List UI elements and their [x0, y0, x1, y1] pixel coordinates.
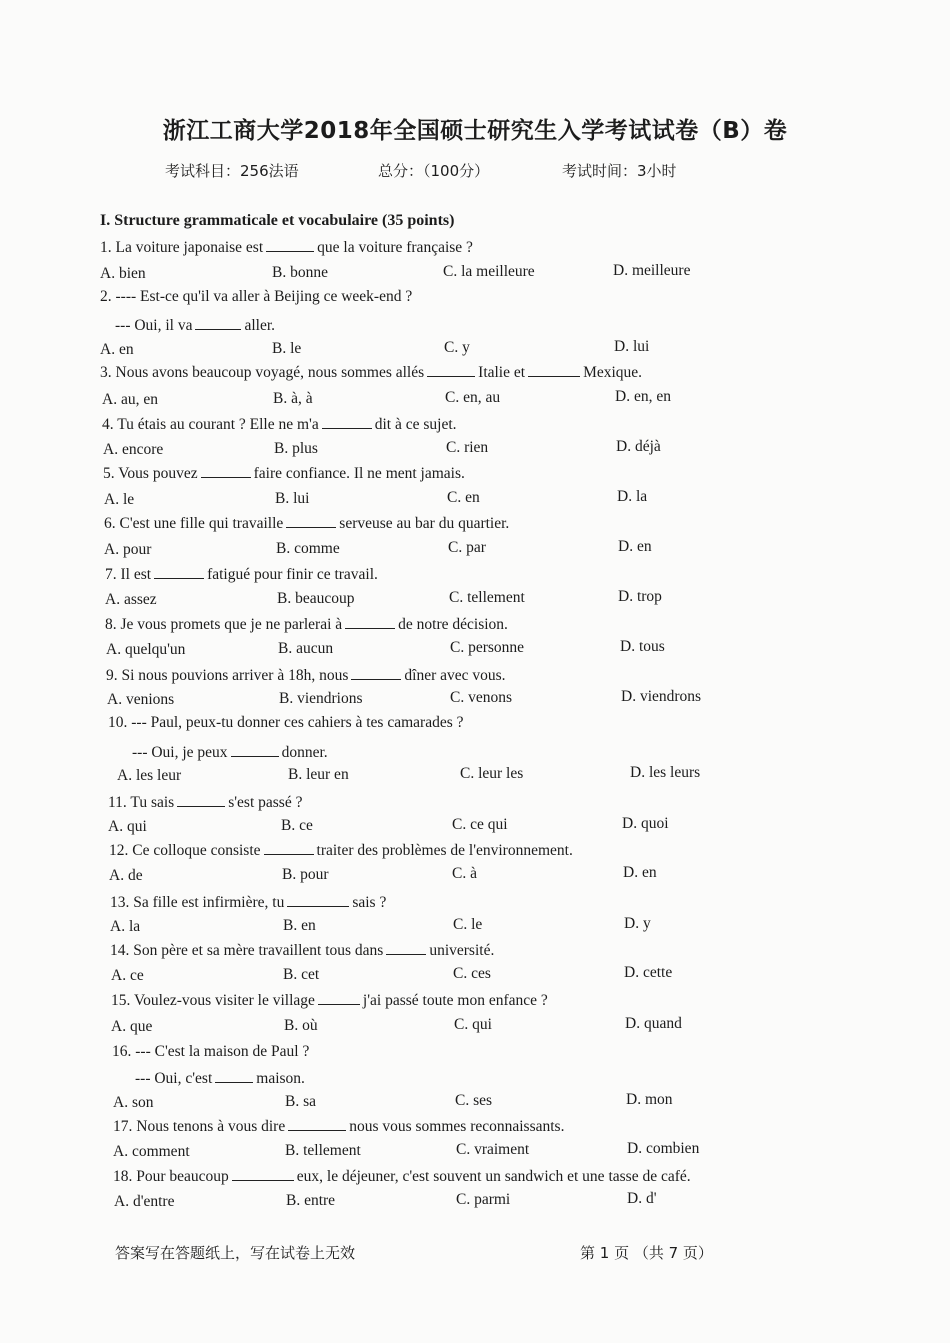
- question-7-option-d: D. trop: [618, 588, 662, 605]
- question-9-option-b: B. viendrions: [279, 690, 363, 707]
- question-2-option-a: A. en: [100, 341, 134, 358]
- answer-blank: [345, 614, 395, 629]
- question-15-option-a: A. que: [111, 1018, 153, 1035]
- question-text: université.: [429, 942, 495, 959]
- section-title: I. Structure grammaticale et vocabulaire (35 points): [100, 212, 455, 229]
- exam-total-score: 总分：（100分）: [378, 162, 490, 180]
- question-8-option-c: C. personne: [450, 639, 525, 656]
- question-text: nous vous sommes reconnaissants.: [349, 1118, 565, 1135]
- question-18: [113, 1166, 691, 1186]
- question-text: serveuse au bar du quartier.: [339, 515, 510, 532]
- question-15: [111, 990, 548, 1010]
- question-2-option-c: C. y: [444, 339, 470, 356]
- question-16-reply: [135, 1068, 305, 1088]
- question-text: traiter des problèmes de l'environnement.: [316, 842, 573, 859]
- question-5-option-a: A. le: [104, 491, 135, 508]
- question-4-option-c: C. rien: [446, 439, 489, 456]
- question-16-option-d: D. mon: [626, 1091, 673, 1108]
- question-text: 18. Pour beaucoup: [113, 1168, 229, 1185]
- answer-blank: [288, 1116, 346, 1131]
- answer-blank: [322, 414, 372, 429]
- question-text: aller.: [244, 317, 276, 334]
- question-14-option-b: B. cet: [283, 966, 320, 983]
- answer-blank: [286, 513, 336, 528]
- question-text: 14. Son père et sa mère travaillent tous dans: [110, 942, 384, 959]
- question-11-option-b: B. ce: [281, 817, 313, 834]
- question-15-option-b: B. où: [284, 1017, 318, 1034]
- question-text: fatigué pour finir ce travail.: [207, 566, 378, 583]
- question-text: 9. Si nous pouvions arriver à 18h, nous: [106, 667, 349, 684]
- question-14-option-a: A. ce: [111, 967, 144, 984]
- question-3-option-d: D. en, en: [615, 388, 671, 405]
- exam-title: 浙江工商大学2018年全国硕士研究生入学考试试卷（B）卷: [162, 118, 788, 144]
- question-13-option-d: D. y: [624, 915, 651, 932]
- question-7-option-a: A. assez: [105, 591, 157, 608]
- question-4-option-b: B. plus: [274, 440, 318, 457]
- answer-blank: [287, 892, 349, 907]
- answer-blank: [201, 463, 251, 478]
- answer-blank: [318, 990, 360, 1005]
- question-2-reply: [115, 315, 275, 335]
- question-15-option-d: D. quand: [625, 1015, 682, 1032]
- question-text: de notre décision.: [398, 616, 508, 633]
- question-text: 17. Nous tenons à vous dire: [113, 1118, 286, 1135]
- question-1-option-c: C. la meilleure: [443, 263, 535, 280]
- question-text: 15. Voulez-vous visiter le village: [111, 992, 315, 1009]
- question-text: dîner avec vous.: [404, 667, 506, 684]
- answer-blank: [528, 362, 580, 377]
- question-17-option-c: C. vraiment: [456, 1141, 530, 1158]
- question-16-option-a: A. son: [113, 1094, 154, 1111]
- question-10-option-d: D. les leurs: [630, 764, 701, 781]
- answer-blank: [386, 940, 426, 955]
- question-text: Italie et: [478, 364, 526, 381]
- question-14-option-c: C. ces: [453, 965, 491, 982]
- question-18-option-c: C. parmi: [456, 1191, 511, 1208]
- question-17: [113, 1116, 564, 1136]
- question-1-option-b: B. bonne: [272, 264, 328, 281]
- question-11-option-d: D. quoi: [622, 815, 669, 832]
- question-14-option-d: D. cette: [624, 964, 673, 981]
- question-6-option-a: A. pour: [104, 541, 152, 558]
- question-9-option-c: C. venons: [450, 689, 512, 706]
- question-text: 6. C'est une fille qui travaille: [104, 515, 284, 532]
- question-text: sais ?: [352, 894, 387, 911]
- question-13-option-b: B. en: [283, 917, 316, 934]
- answer-blank: [427, 362, 475, 377]
- question-text: 11. Tu sais: [108, 794, 175, 811]
- footer-note: 答案写在答题纸上，写在试卷上无效: [115, 1244, 356, 1262]
- question-8-option-b: B. aucun: [278, 640, 334, 657]
- question-3: [100, 362, 642, 382]
- question-7-option-b: B. beaucoup: [277, 590, 355, 607]
- question-4: [102, 414, 457, 434]
- question-12-option-c: C. à: [452, 865, 477, 882]
- question-9-option-a: A. venions: [107, 691, 175, 708]
- question-2: [100, 288, 412, 306]
- question-11: [108, 792, 302, 812]
- question-14: [110, 940, 494, 960]
- question-text: 5. Vous pouvez: [103, 465, 198, 482]
- question-9-option-d: D. viendrons: [621, 688, 702, 705]
- question-text: 7. Il est: [105, 566, 152, 583]
- question-text: donner.: [281, 744, 328, 761]
- question-11-option-a: A. qui: [108, 818, 147, 835]
- question-7-option-c: C. tellement: [449, 589, 525, 606]
- question-1-option-a: A. bien: [100, 265, 146, 282]
- question-13: [110, 892, 386, 912]
- question-3-option-a: A. au, en: [102, 391, 158, 408]
- question-text: --- Oui, je peux: [132, 744, 228, 761]
- question-18-option-b: B. entre: [286, 1192, 336, 1209]
- question-5-option-d: D. la: [617, 488, 648, 505]
- question-text: 2. ---- Est-ce qu'il va aller à Beijing ce week-end ?: [100, 288, 413, 305]
- question-text: 8. Je vous promets que je ne parlerai à: [105, 616, 343, 633]
- exam-duration: 考试时间：3小时: [562, 162, 677, 180]
- question-12-option-b: B. pour: [282, 866, 329, 883]
- answer-blank: [264, 840, 314, 855]
- question-text: 10. --- Paul, peux-tu donner ces cahiers à tes camarades ?: [108, 714, 464, 731]
- question-text: --- Oui, il va: [115, 317, 193, 334]
- question-text: --- Oui, c'est: [135, 1070, 213, 1087]
- question-8: [105, 614, 508, 634]
- question-text: 1. La voiture japonaise est: [100, 239, 264, 256]
- answer-blank: [195, 315, 241, 330]
- question-6-option-d: D. en: [618, 538, 652, 555]
- question-6: [104, 513, 509, 533]
- question-18-option-d: D. d': [627, 1190, 657, 1207]
- question-8-option-a: A. quelqu'un: [106, 641, 186, 658]
- question-12-option-d: D. en: [623, 864, 657, 881]
- page-number: 第 1 页 （共 7 页）: [580, 1244, 713, 1262]
- question-17-option-b: B. tellement: [285, 1142, 361, 1159]
- question-2-option-d: D. lui: [614, 338, 650, 355]
- question-1: [100, 237, 473, 257]
- question-text: que la voiture française ?: [317, 239, 473, 256]
- question-text: faire confiance. Il ne ment jamais.: [253, 465, 465, 482]
- question-15-option-c: C. qui: [454, 1016, 492, 1033]
- question-17-option-a: A. comment: [113, 1143, 190, 1160]
- question-7: [105, 564, 378, 584]
- question-1-option-d: D. meilleure: [613, 262, 691, 279]
- question-5: [103, 463, 465, 483]
- answer-blank: [215, 1068, 253, 1083]
- question-text: 4. Tu étais au courant ? Elle ne m'a: [102, 416, 319, 433]
- question-17-option-d: D. combien: [627, 1140, 700, 1157]
- question-text: eux, le déjeuner, c'est souvent un sandwich et une tasse de café.: [296, 1168, 691, 1185]
- answer-blank: [231, 742, 279, 757]
- question-16-option-b: B. sa: [285, 1093, 316, 1110]
- question-text: Mexique.: [583, 364, 643, 381]
- question-text: 13. Sa fille est infirmière, tu: [110, 894, 285, 911]
- answer-blank: [351, 665, 401, 680]
- question-text: dit à ce sujet.: [374, 416, 457, 433]
- question-18-option-a: A. d'entre: [114, 1193, 175, 1210]
- question-5-option-c: C. en: [447, 489, 480, 506]
- question-10-reply: [132, 742, 328, 762]
- question-text: maison.: [256, 1070, 305, 1087]
- question-12: [109, 840, 573, 860]
- question-13-option-c: C. le: [453, 916, 483, 933]
- question-5-option-b: B. lui: [275, 490, 310, 507]
- question-6-option-b: B. comme: [276, 540, 340, 557]
- answer-blank: [154, 564, 204, 579]
- question-13-option-a: A. la: [110, 918, 141, 935]
- question-8-option-d: D. tous: [620, 638, 665, 655]
- exam-subject: 考试科目：256法语: [165, 162, 299, 180]
- question-4-option-d: D. déjà: [616, 438, 661, 455]
- question-11-option-c: C. ce qui: [452, 816, 508, 833]
- question-10-option-b: B. leur en: [288, 766, 349, 783]
- answer-blank: [177, 792, 225, 807]
- question-10-option-a: A. les leur: [117, 767, 182, 784]
- question-text: j'ai passé toute mon enfance ?: [362, 992, 548, 1009]
- question-3-option-c: C. en, au: [445, 389, 501, 406]
- question-text: s'est passé ?: [228, 794, 303, 811]
- answer-blank: [266, 237, 314, 252]
- question-10-option-c: C. leur les: [460, 765, 524, 782]
- answer-blank: [232, 1166, 294, 1181]
- question-text: 12. Ce colloque consiste: [109, 842, 261, 859]
- question-text: 3. Nous avons beaucoup voyagé, nous sommes allés: [100, 364, 425, 381]
- question-2-option-b: B. le: [272, 340, 302, 357]
- question-16-option-c: C. ses: [455, 1092, 493, 1109]
- question-16: [112, 1043, 309, 1061]
- question-10: [108, 714, 464, 732]
- question-12-option-a: A. de: [109, 867, 143, 884]
- question-9: [106, 665, 506, 685]
- question-6-option-c: C. par: [448, 539, 486, 556]
- question-text: 16. --- C'est la maison de Paul ?: [112, 1043, 310, 1060]
- question-4-option-a: A. encore: [103, 441, 164, 458]
- question-3-option-b: B. à, à: [273, 390, 313, 407]
